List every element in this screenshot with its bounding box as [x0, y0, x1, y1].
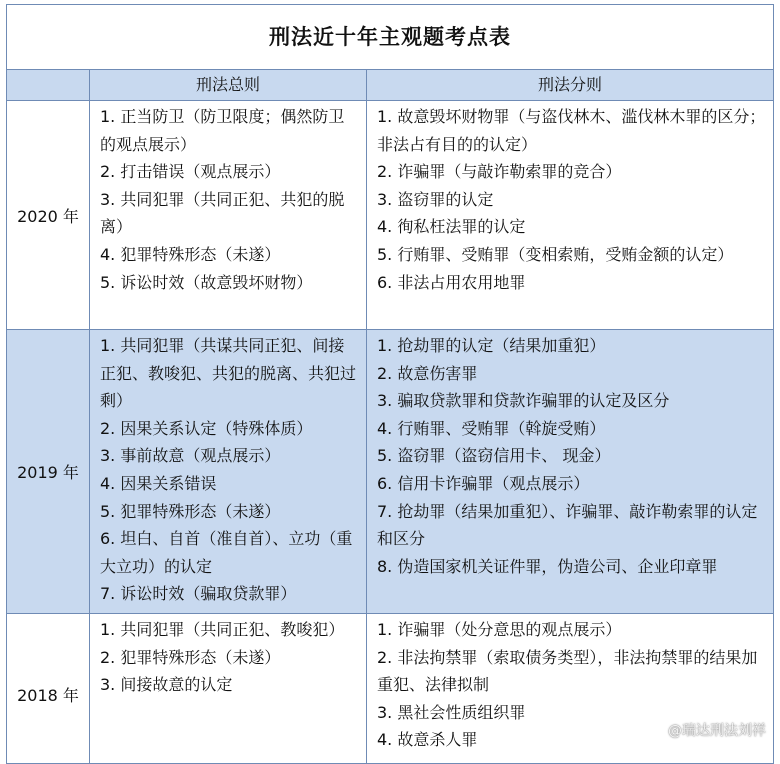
specific-item: 4. 故意杀人罪 [377, 730, 478, 750]
specific-item: 3. 盗窃罪的认定 [377, 189, 494, 209]
general-item: 1. 共同犯罪（共同正犯、教唆犯） [100, 620, 345, 639]
general-item: 4. 犯罪特殊形态（未遂） [100, 244, 281, 264]
year-cell: 2020 年 [7, 101, 90, 329]
specific-cell [367, 330, 773, 613]
specific-item: 8. 伪造国家机关证件罪，伪造公司、企业印章罪 [377, 556, 718, 576]
general-cell [90, 101, 367, 329]
specific-item: 2. 故意伤害罪 [377, 363, 478, 383]
specific-item: 4. 行贿罪、受贿罪（斡旋受贿） [377, 418, 606, 438]
specific-item: 2. 非法拘禁罪（索取债务类型），非法拘禁罪的结果加重犯、法律拟制 [377, 647, 758, 695]
general-cell [90, 614, 367, 764]
header-year-cell [7, 70, 90, 100]
table-row-2020 [7, 101, 773, 330]
specific-cell [367, 101, 773, 329]
year-cell: 2019 年 [7, 330, 90, 613]
watermark-text: @瑞达刑法刘祥 [668, 723, 766, 739]
specific-item: 7. 抢劫罪（结果加重犯）、诈骗罪、敲诈勒索罪的认定和区分 [377, 501, 758, 549]
specific-item: 2. 诈骗罪（与敲诈勒索罪的竞合） [377, 162, 622, 182]
weibo-icon [644, 722, 664, 738]
exam-table [6, 4, 774, 764]
general-item: 1. 共同犯罪（共谋共同正犯、间接正犯、教唆犯、共犯的脱离、共犯过剩） [100, 336, 357, 411]
table-title: 刑法近十年主观题考点表 [7, 5, 773, 70]
general-item: 7. 诉讼时效（骗取贷款罪） [100, 584, 297, 604]
specific-item: 5. 盗窃罪（盗窃信用卡、 现金） [377, 446, 611, 466]
specific-item: 5. 行贿罪、受贿罪（变相索贿，受贿金额的认定） [377, 244, 734, 264]
specific-item: 6. 信用卡诈骗罪（观点展示） [377, 473, 590, 493]
header-general-part: 刑法总则 [90, 70, 367, 100]
general-item: 2. 犯罪特殊形态（未遂） [100, 647, 281, 667]
general-item: 2. 打击错误（观点展示） [100, 162, 281, 182]
specific-item: 4. 徇私枉法罪的认定 [377, 217, 526, 237]
table-header [7, 70, 773, 101]
table-row-2018 [7, 614, 773, 764]
general-item: 6. 坦白、自首（准自首）、立功（重大立功）的认定 [100, 529, 353, 576]
general-item: 3. 间接故意的认定 [100, 675, 233, 695]
specific-item: 3. 骗取贷款罪和贷款诈骗罪的认定及区分 [377, 391, 670, 411]
specific-item: 1. 故意毁坏财物罪（与盗伐林木、滥伐林木罪的区分；非法占有目的的认定） [377, 107, 766, 154]
general-item: 1. 正当防卫（防卫限度；偶然防卫的观点展示） [100, 107, 345, 154]
table-row-2019 [7, 330, 773, 614]
specific-item: 1. 诈骗罪（处分意思的观点展示） [377, 620, 622, 639]
specific-item: 1. 抢劫罪的认定（结果加重犯） [377, 336, 606, 355]
watermark [644, 720, 766, 740]
year-cell: 2018 年 [7, 614, 90, 764]
specific-item: 3. 黑社会性质组织罪 [377, 702, 526, 722]
general-item: 4. 因果关系错误 [100, 473, 217, 493]
general-item: 5. 诉讼时效（故意毁坏财物） [100, 272, 313, 292]
specific-cell [367, 614, 773, 764]
general-item: 3. 事前故意（观点展示） [100, 446, 281, 466]
general-cell [90, 330, 367, 613]
general-item: 2. 因果关系认定（特殊体质） [100, 418, 313, 438]
header-specific-part: 刑法分则 [537, 75, 602, 94]
general-item: 5. 犯罪特殊形态（未遂） [100, 501, 281, 521]
specific-item: 6. 非法占用农用地罪 [377, 272, 526, 292]
general-item: 3. 共同犯罪（共同正犯、共犯的脱离） [100, 189, 345, 237]
